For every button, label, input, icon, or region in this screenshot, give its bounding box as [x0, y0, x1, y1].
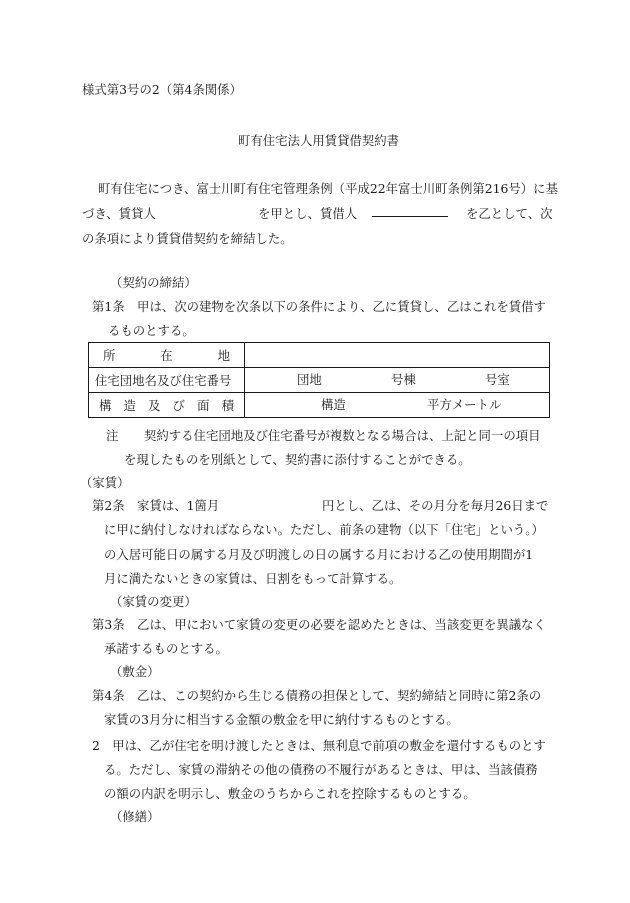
table-row	[89, 393, 550, 418]
structure-area-label: 構 造 及 び 面 積	[89, 393, 245, 418]
structure-area-value[interactable]: 構造 平方メートル	[245, 393, 550, 418]
housing-number-label: 住宅団地名及び住宅番号	[89, 368, 245, 393]
article-3-line-2: 承諾するものとする。	[104, 641, 228, 656]
article-2-line-3: の入居可能日の属する月及び明渡しの日の属する月における乙の使用期間が1	[104, 547, 534, 562]
article-4-line-2: 家賃の3月分に相当する金額の敷金を甲に納付するものとする。	[104, 712, 459, 727]
note-mark: 注	[106, 428, 119, 443]
property-table	[88, 342, 550, 418]
table-row	[89, 368, 550, 393]
article-4-heading: （敷金）	[110, 664, 160, 679]
article-4-para-2-line-1: 2 甲は、乙が住宅を明け渡したときは、無利息で前項の敷金を還付するものとす	[92, 738, 546, 753]
table-row	[89, 343, 550, 368]
location-label: 所 在 地	[89, 343, 245, 368]
article-3-line-1: 第3条 乙は、甲において家賃の変更の必要を認めたときは、当該変更を異議なく	[92, 617, 546, 632]
intro-line-2c: を乙として、次	[466, 206, 553, 221]
intro-line-2a: づき、賃貸人	[82, 206, 156, 221]
form-number: 様式第3号の2（第4条関係）	[82, 82, 242, 97]
article-2-line-1b: 円とし、乙は、その月分を毎月26日まで	[322, 498, 549, 513]
article-4-para-2-line-3: の額の内訳を明示し、敷金のうちからこれを控除するものとする。	[104, 786, 476, 801]
article-5-heading: （修繕）	[110, 809, 160, 824]
article-4-line-1: 第4条 乙は、この契約から生じる債務の担保として、契約締結と同時に第2条の	[92, 688, 542, 703]
article-1-line-1: 第1条 甲は、次の建物を次条以下の条件により、乙に賃貸し、乙はこれを賃借す	[92, 299, 546, 314]
lessee-blank[interactable]	[372, 206, 448, 217]
article-1-line-2: るものとする。	[108, 323, 195, 338]
article-2-line-2: に甲に納付しなければならない。ただし、前条の建物（以下「住宅」という。）	[104, 522, 544, 537]
article-2-heading: （家賃）	[80, 475, 130, 490]
article-1-heading: （契約の締結）	[110, 275, 197, 290]
article-2-line-4: 月に満たないときの家賃は、日割をもって計算する。	[104, 571, 402, 586]
note-line-1: 契約する住宅団地及び住宅番号が複数となる場合は、上記と同一の項目	[144, 428, 541, 443]
article-4-para-2-line-2: る。ただし、家賃の滞納その他の債務の不履行があるときは、甲は、当該債務	[104, 762, 538, 777]
intro-line-2b: を甲とし、賃借人	[258, 206, 358, 221]
housing-number-value[interactable]: 団地 号棟 号室	[245, 368, 550, 393]
intro-line-3: の条項により賃貸借契約を締結した。	[82, 231, 293, 246]
document-title: 町有住宅法人用賃貸借契約書	[238, 133, 400, 148]
intro-line-1: 町有住宅につき、富士川町有住宅管理条例（平成22年富士川町条例第216号）に基	[98, 181, 558, 196]
article-2-line-1a: 第2条 家賃は、1箇月	[92, 498, 220, 513]
location-value[interactable]	[245, 343, 550, 368]
article-3-heading: （家賃の変更）	[110, 594, 197, 609]
note-line-2: を現したものを別紙として、契約書に添付することができる。	[124, 452, 471, 467]
